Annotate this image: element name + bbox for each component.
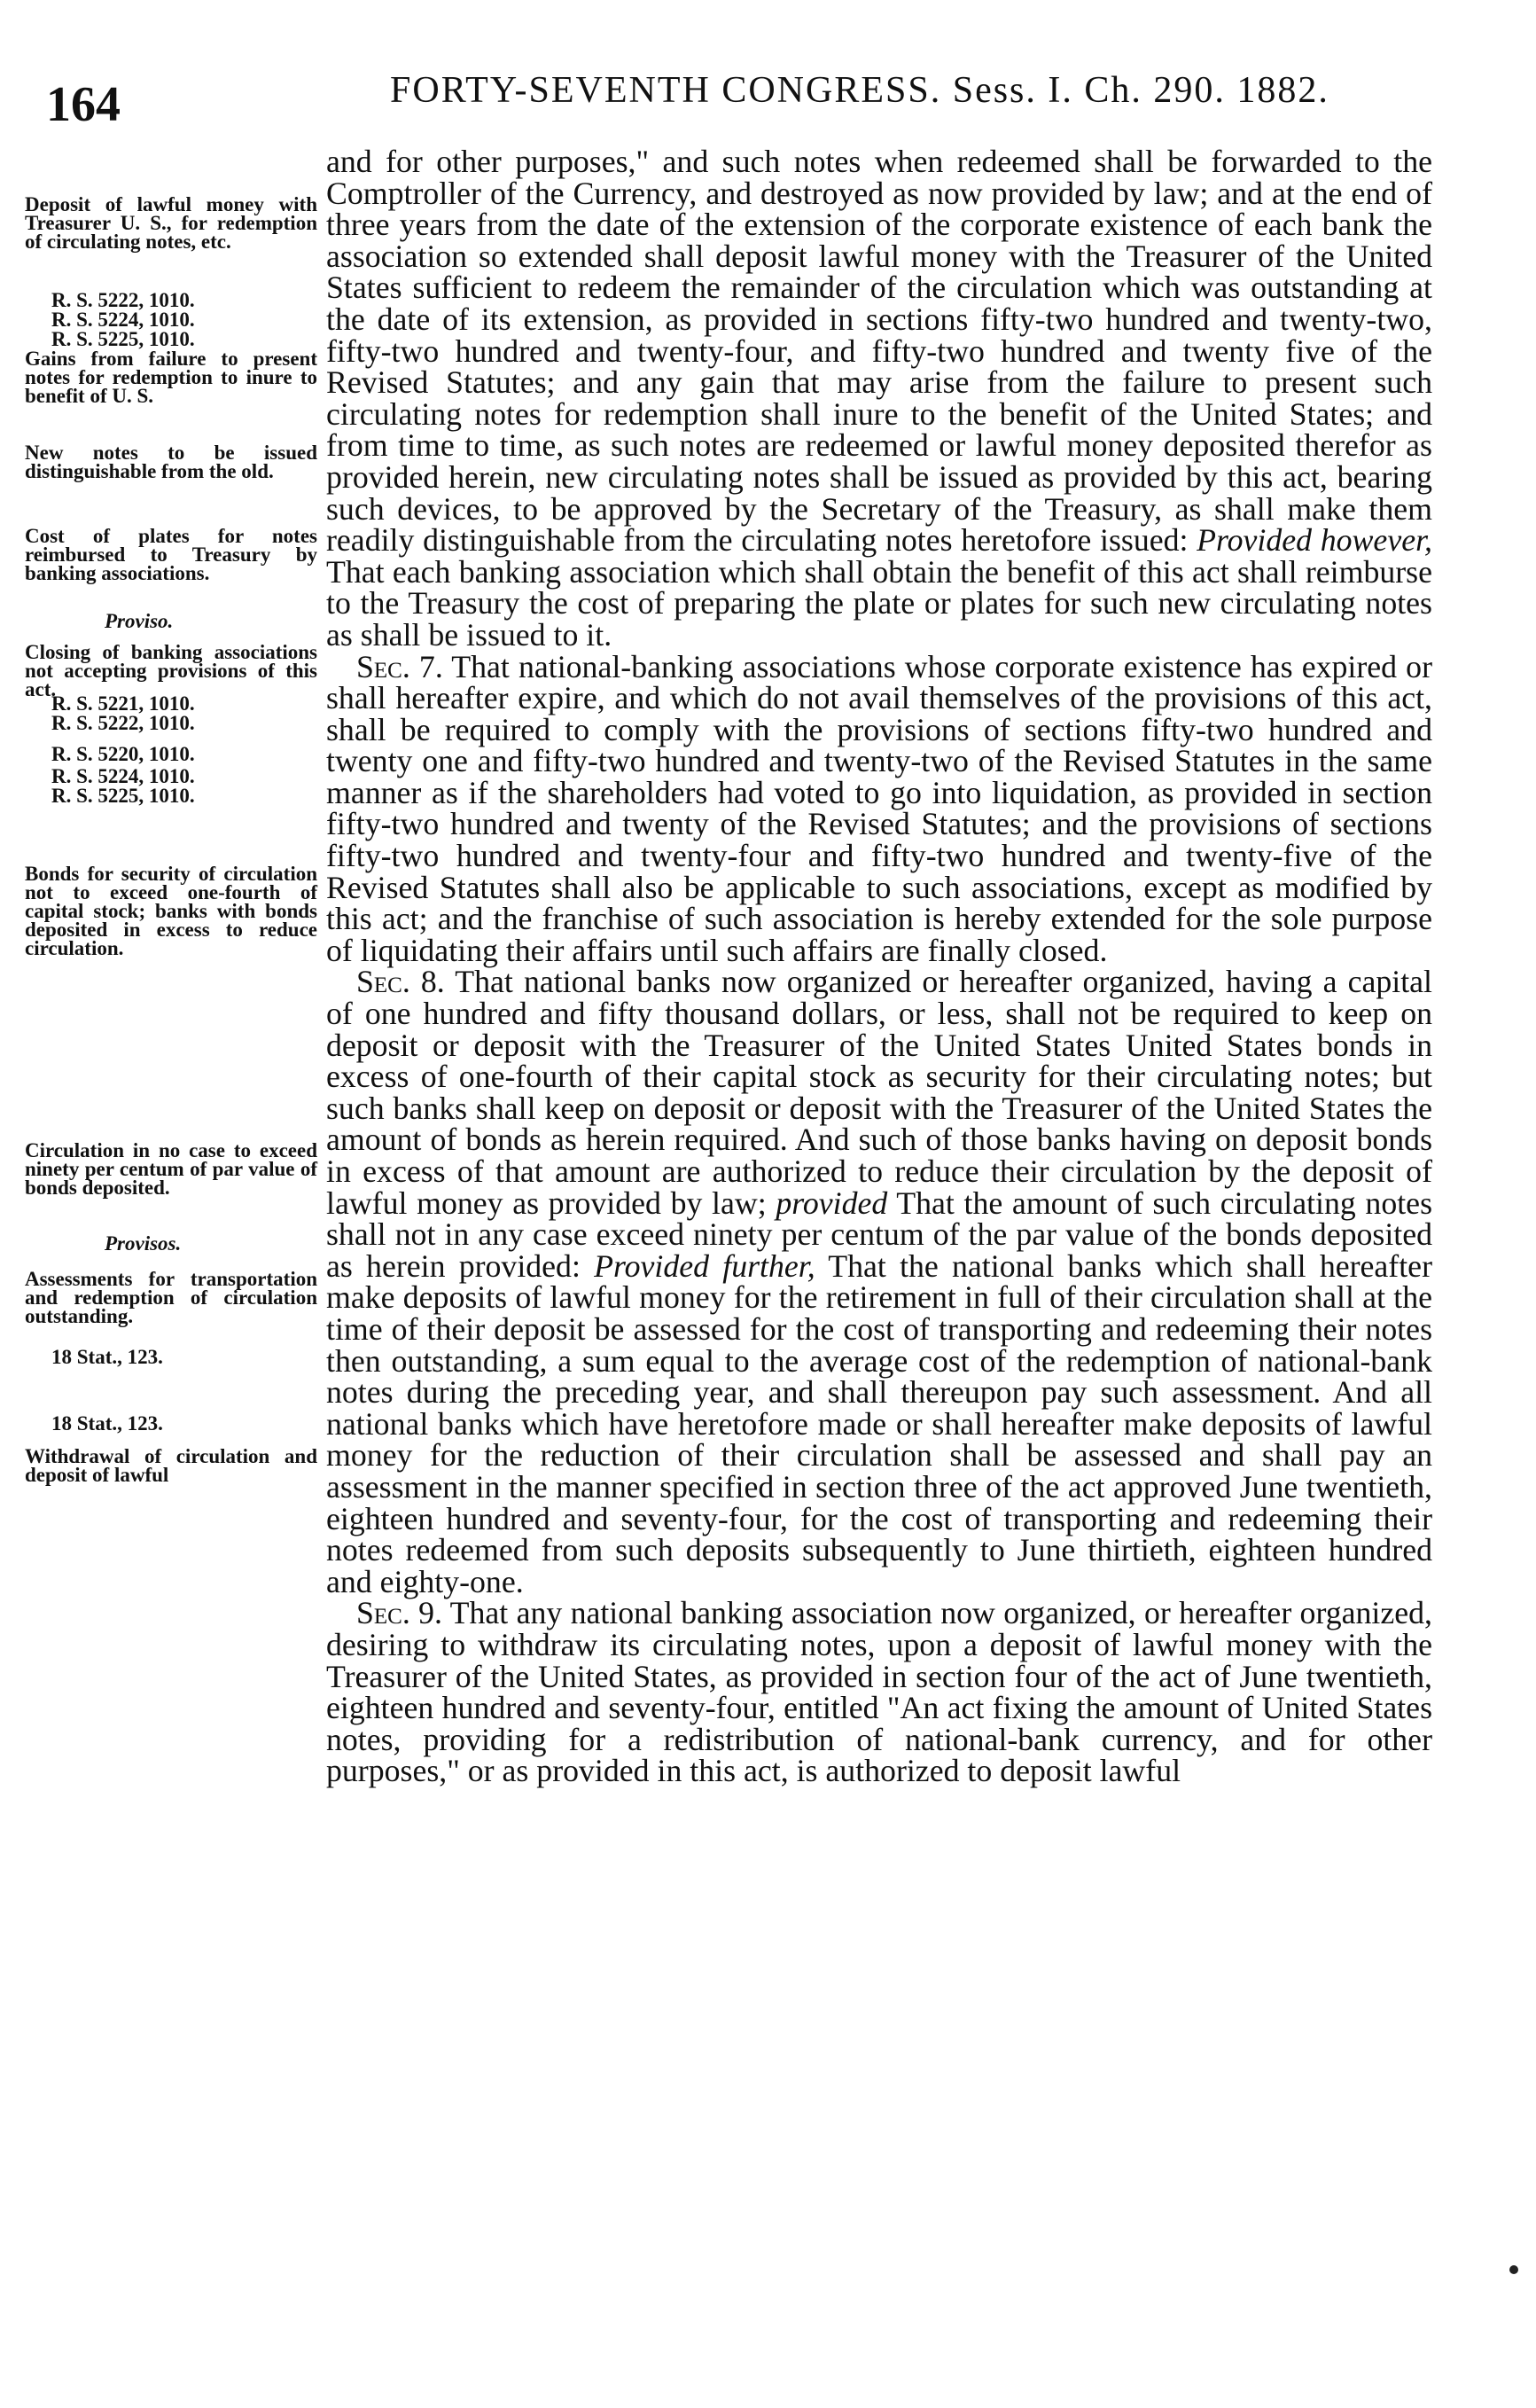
citation: 18 Stat., 123. — [51, 1346, 163, 1368]
citation: 18 Stat., 123. — [51, 1412, 163, 1435]
margin-note: Cost of plates for notes reimbursed to Treasury by banking associations. — [25, 525, 317, 584]
section-8 — [326, 966, 1432, 1598]
margin-note: Withdrawal of circulation and deposit of lawful — [25, 1445, 317, 1486]
citation: R. S. 5224, 1010. — [51, 309, 195, 331]
citation: R. S. 5221, 1010. — [51, 692, 195, 715]
margin-note: Deposit of lawful money with Treasurer U. S., for redemption of circulating notes, etc. — [25, 193, 317, 253]
text-run: That the national banks which shall hereafter make deposits of lawful money for the retirement in full of their circulation shall at the time of their deposit be assessed for the cost of transporting and redeeming their notes then outstanding, a sum equal to the average cost of the redemption of national-bank notes during the preceding year, and shall thereupon pay such assessment. And all national banks which have heretofore made or shall hereafter make deposits of lawful money for the reduction of their circulation shall be assessed and shall pay an assessment in the manner specified in section three of the act approved June twentieth, eighteen hundred and seventy-four, for the cost of transporting and redeeming their notes redeemed from such deposits subsequently to June thirtieth, eighteen hundred and eighty-one. — [326, 1247, 1432, 1599]
section-label: Sec. 9. — [356, 1595, 442, 1631]
citation: R. S. 5225, 1010. — [51, 785, 195, 807]
text-run: That any national banking association now organized, or hereafter organized, desiring to withdraw its circulating notes, upon a deposit of lawful money with the Treasurer of the United States, as provided in section four of the act of June twentieth, eighteen hundred and seventy-four, entitled "An act fixing the amount of United States notes, providing for a redistribution of national-bank currency, and for other purposes," or as provided in this act, is authorized to deposit lawful — [326, 1595, 1432, 1789]
proviso-phrase: Provided however, — [1197, 522, 1433, 559]
proviso-phrase: Provided further, — [594, 1247, 815, 1284]
margin-note: Gains from failure to present notes for redemption to inure to benefit of U. S. — [25, 348, 317, 407]
running-head: FORTY-SEVENTH CONGRESS. Sess. I. Ch. 290. 1882. — [390, 70, 1329, 111]
text-run: That national-banking associations whose corporate existence has expired or shall hereafter expire, and which do not avail themselves of the provisions of this act, shall be required to comply with the provisions of sections fifty-two hundred and twenty one and fifty-two hundred and twenty-two of the Revised Statutes in the same manner as if the shareholders had voted to go into liquidation, as provided in section fifty-two hundred and twenty of the Revised Statutes; and the provisions of sections fifty-two hundred and twenty-four and fifty-two hundred and twenty-five of the Revised Statutes shall also be applicable to such associations, except as modified by this act; and the franchise of such association is hereby extended for the sole purpose of liquidating their affairs until such affairs are finally closed. — [326, 648, 1433, 968]
text-run: and for other purposes," and such notes when redeemed shall be forwarded to the Comptroller of the Currency, and destroyed as now provided by law; and at the end of three years from the date of the extension of the corporate existence of each bank the association so extended shall deposit lawful money with the Treasurer of the United States sufficient to redeem the remainder of the circulation which was outstanding at the date of its extension, as provided in sections fifty-two hundred and twenty-two, fifty-two hundred and twenty-four, and fifty-two hundred and twenty five of the Revised Statutes; and any gain that may arise from the failure to present such circulating notes for redemption shall inure to the benefit of the United States; and from time to time, as such notes are redeemed or lawful money deposited therefor as provided herein, new circulating notes shall be issued as provided by this act, bearing such devices, to be approved by the Secretary of the Treasury, as shall make them readily distinguishable from the circulating notes heretofore issued: — [326, 144, 1432, 559]
text-run: That the amount of such circulating notes shall not in any case exceed ninety per centum of the par value of the bonds deposited as herein provided: — [326, 1184, 1432, 1284]
proviso-label: Proviso. — [105, 610, 174, 632]
stray-mark — [1509, 2265, 1518, 2274]
text-run: That each banking association which shall obtain the benefit of this act shall reimburse to the Treasury the cost of preparing the plate or plates for such new circulating notes as shall be issued to it. — [326, 553, 1432, 653]
text-run: That national banks now organized or hereafter organized, having a capital of one hundred and fifty thousand dollars, or less, shall not be required to keep on deposit or deposit with the Treasurer of the United States United States bonds in excess of one-fourth of their capital stock as security for their circulating notes; but such banks shall keep on deposit or deposit with the Treasurer of the United States the amount of bonds as herein required. And such of those banks having on deposit bonds in excess of that amount are authorized to reduce their circulation by the deposit of lawful money as provided by law; — [326, 964, 1432, 1221]
citation: R. S. 5220, 1010. — [51, 743, 195, 765]
section-label: Sec. 8. — [356, 964, 445, 1000]
page-header — [0, 51, 1536, 131]
citation: R. S. 5222, 1010. — [51, 289, 195, 311]
paragraph-continuation — [326, 146, 1432, 652]
section-7 — [326, 648, 1433, 968]
margin-note: Closing of banking associations not accepting provisions of this act. — [25, 641, 317, 700]
margin-note: Circulation in no case to exceed ninety per centum of par value of bonds deposited. — [25, 1139, 317, 1199]
margin-note: Bonds for security of circulation not to exceed one-fourth of capital stock; banks with bonds deposited in excess to reduce circulation. — [25, 863, 317, 959]
body-text — [326, 146, 1432, 1787]
proviso-label: Provisos. — [105, 1232, 182, 1255]
proviso-phrase: provided — [776, 1184, 888, 1221]
section-9 — [326, 1595, 1432, 1789]
citation: R. S. 5225, 1010. — [51, 328, 195, 350]
page-number: 164 — [46, 77, 121, 132]
section-label: Sec. 7. — [356, 648, 443, 684]
citation: R. S. 5222, 1010. — [51, 712, 195, 734]
margin-note: Assessments for transportation and redemption of circulation outstanding. — [25, 1268, 317, 1327]
citation: R. S. 5224, 1010. — [51, 765, 195, 787]
margin-note: New notes to be issued distinguishable from the old. — [25, 442, 317, 482]
